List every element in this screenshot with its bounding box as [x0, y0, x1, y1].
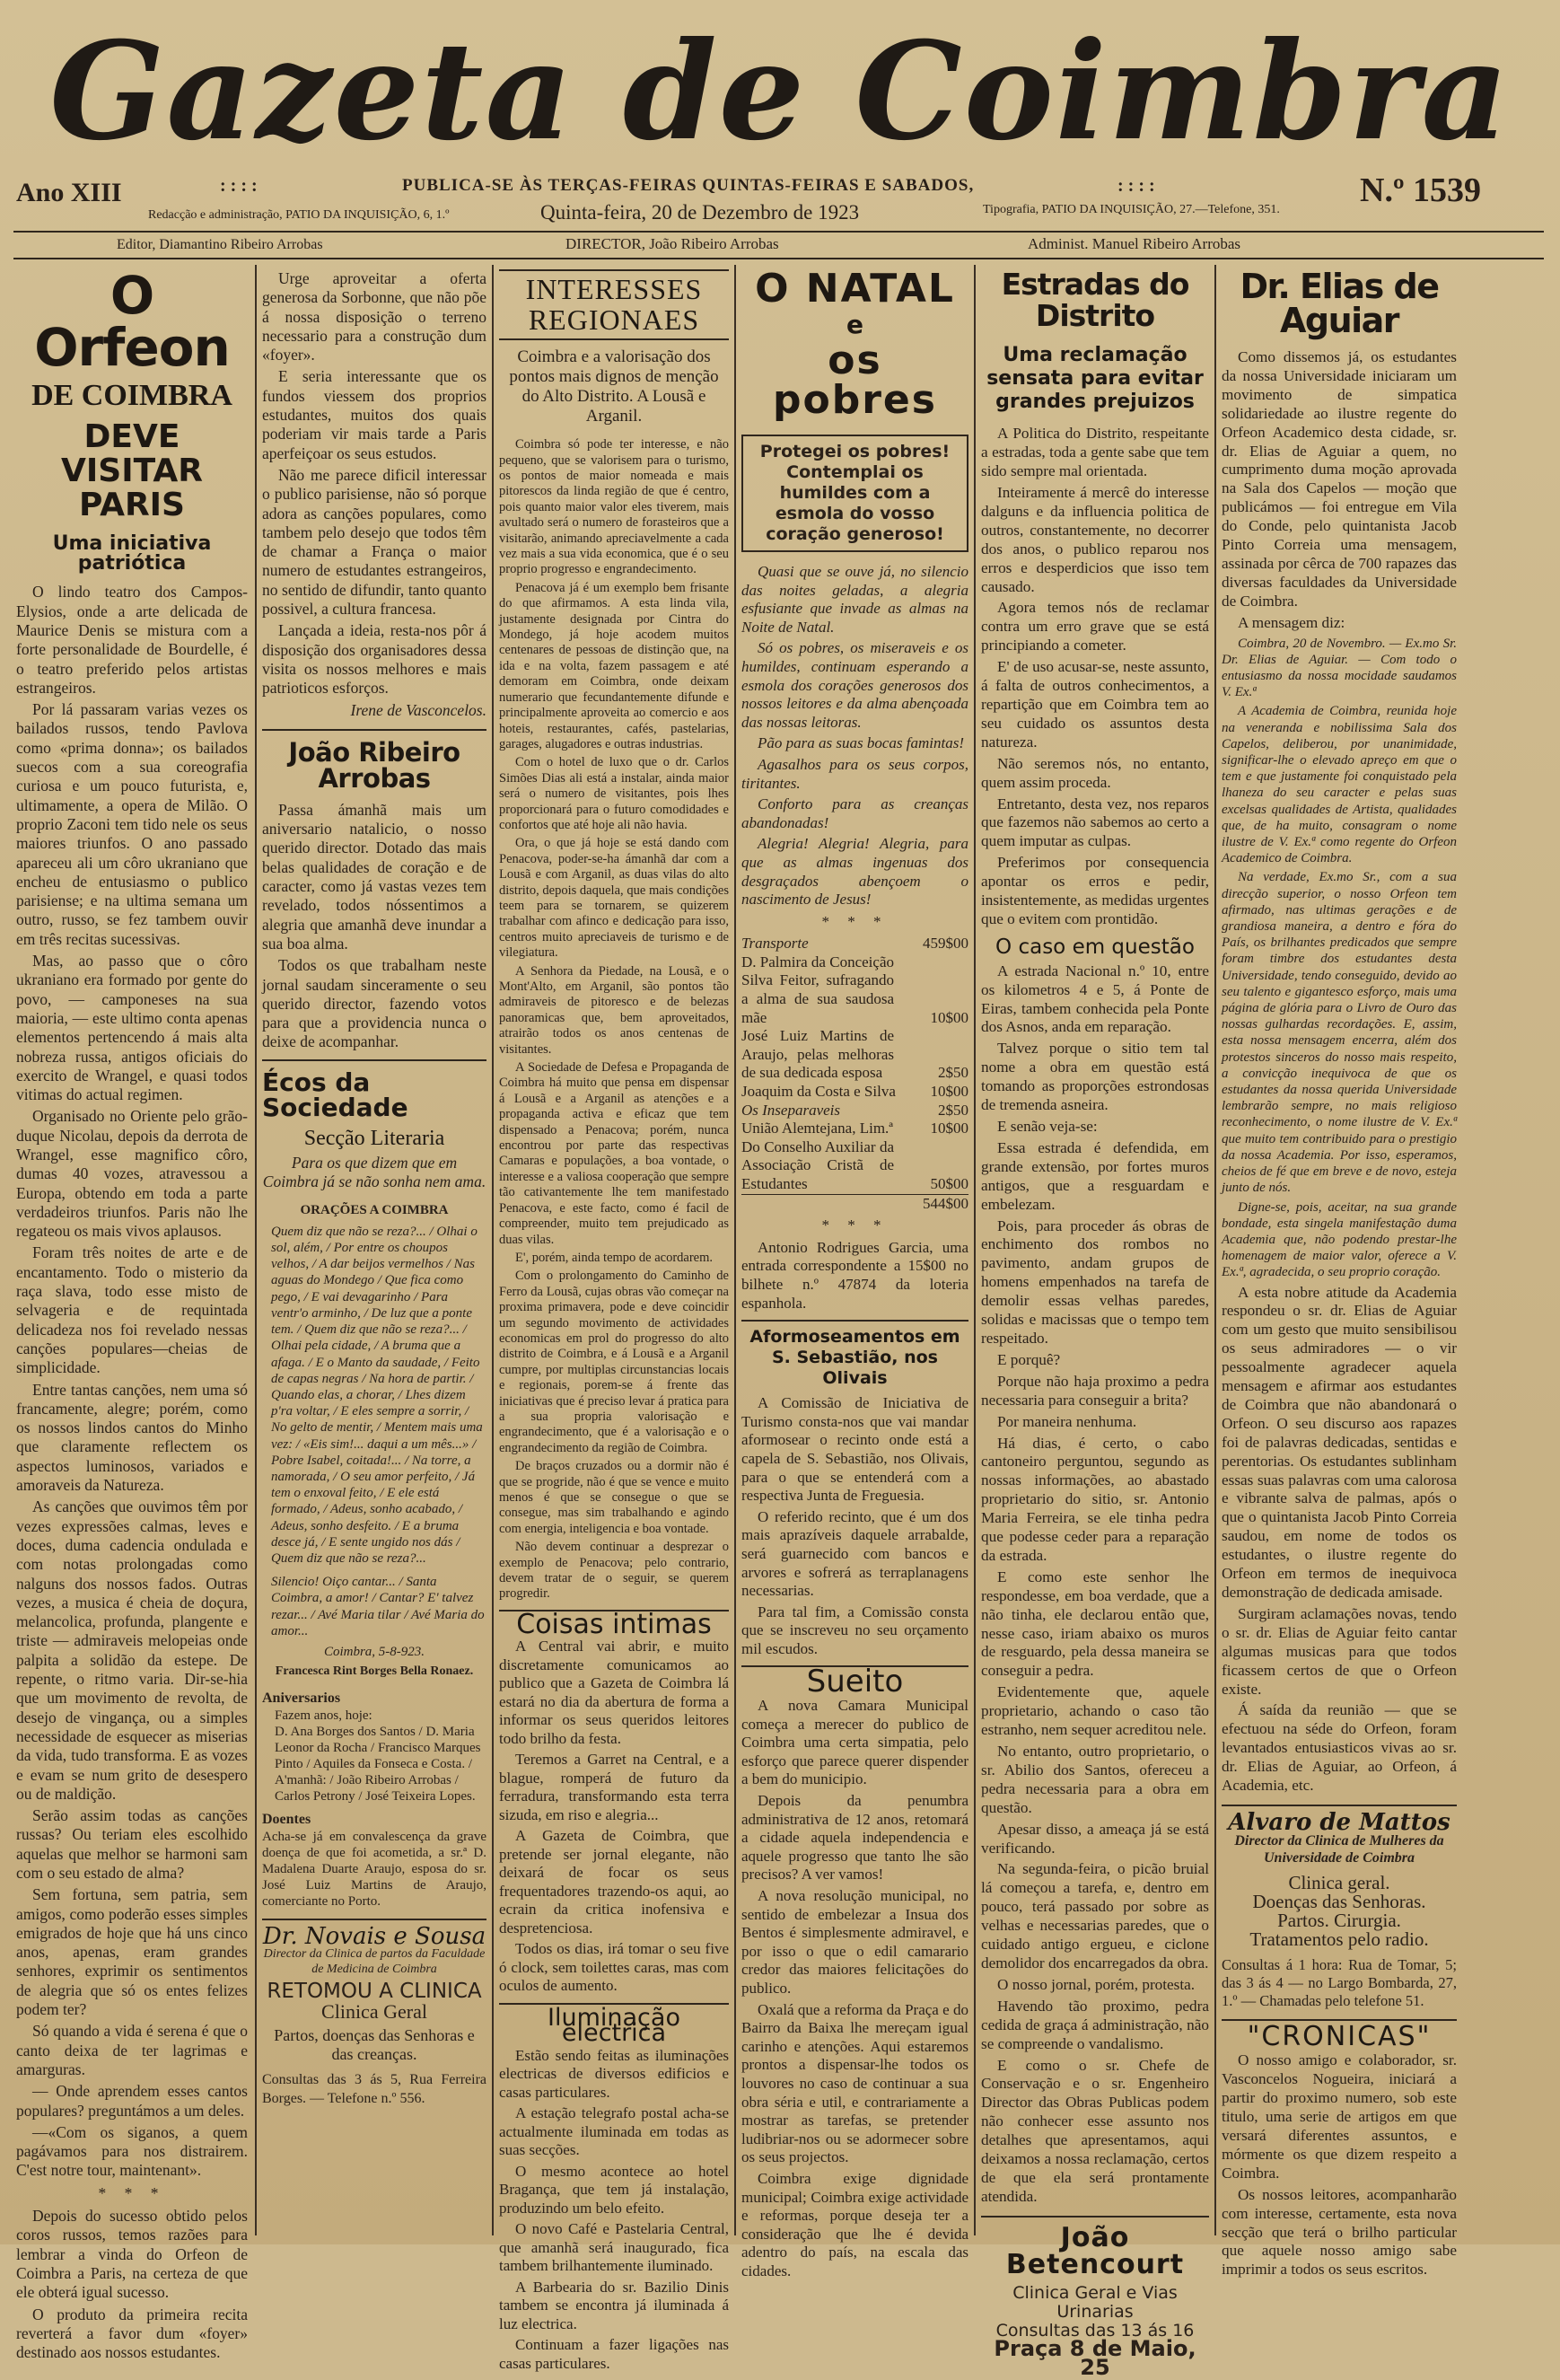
paragraph: O mesmo acontece ao hotel Bragança, que tem já instalação, produzindo um belo efeito. — [499, 2162, 729, 2217]
ad-mattos-sub: Director da Clinica de Mulheres da Universidade de Coimbra — [1234, 1832, 1444, 1866]
paragraph: Organisado no Oriente pelo grão-duque Nicolau, depois da derrota de Wrangel, esse magnifico côro, dumas 40 vozes, atravessou a Europa, obtendo em toda a parte verdadeiros triunfos. Paris não lhe regateou os mais vivos aplausos. — [16, 1107, 248, 1241]
paragraph: Antonio Rodrigues Garcia, uma entrada correspondente a 15$00 no bilhete n.º 47874 da loteria espanhola. — [741, 1238, 968, 1312]
paragraph: Por maneira nenhuma. — [997, 1412, 1137, 1430]
poem-author: Francesca Rint Borges Bella Ronaez. — [275, 1664, 474, 1679]
paragraph: Entretanto, desta vez, nos reparos que fazemos não sabemos ao certo a quem imputar as culpas. — [981, 795, 1209, 850]
poem-title: ORAÇÕES A COIMBRA — [300, 1202, 449, 1217]
paragraph: Preferimos por consequencia apontar os erros e pedir, insistentemente, as medidas urgentes que o evitem com prontidão. — [981, 854, 1209, 927]
paragraph: Os nossos leitores, acompanharão com interesse, certamente, esta nova secção que terá o brilho particular que aquele nosso amigo sabe imprimir a todos os seus escritos. — [1222, 2185, 1457, 2279]
publication-days: PUBLICA-SE ÀS TERÇAS-FEIRAS QUINTAS-FEIRAS E SABADOS, — [402, 176, 975, 195]
director: DIRECTOR, João Ribeiro Arrobas — [565, 235, 779, 252]
ad-novais-clinica: Clinica Geral — [321, 1999, 427, 2023]
paragraph: Alegria! Alegria! Alegria, para que as almas ingenuas dos desgraçados abençoem o nascimento de Jesus! — [741, 835, 968, 909]
paragraph: E porquê? — [997, 1350, 1061, 1368]
headline-cronicas: "CRONICAS" — [1247, 2020, 1432, 2052]
paragraph: — Onde aprendem esses cantos populares? preguntámos a um deles. — [16, 2082, 248, 2120]
paragraph: Á saída da reunião — que se efectuou na séde do Orfeon, foram levantados entusiasticos vivas ao sr. dr. Elias de Aguiar, ao Orfeon, á Academia, etc. — [1222, 1701, 1457, 1795]
paragraph: Apesar disso, a ameaça já se está verificando. — [981, 1820, 1209, 1857]
paragraph: Não seremos nós, no entanto, quem assim proceda. — [981, 754, 1209, 791]
ad-novais-addr: Consultas das 3 ás 5, Rua Ferreira Borges. — Telefone n.º 556. — [262, 2071, 486, 2106]
paragraph: Todos os dias, irá tomar o seu five ó clock, sem toilettes caras, mas com oculos de aumento. — [499, 1940, 729, 1995]
ad-betencourt-l1: Clinica Geral e Vias Urinarias — [1012, 2282, 1178, 2322]
ad-novais-heading: RETOMOU A CLINICA — [267, 1980, 482, 2004]
paragraph: Como dissemos já, os estudantes da nossa Universidade iniciaram um movimento de simpatica solidariedade ao ilustre regente do Orfeon Academico desta cidade, sr. dr. Elias de Aguiar a quem, no cumprimento duma moção aprovada na Sala dos Capelos — moção que publicámos — foi entregue em Vila do Conde, pelo quintanista Jacob Pinto Correia uma mensagem, assinada por cêrca de 700 rapazes das diversas faculdades da Universidade de Coimbra. — [1222, 348, 1457, 610]
paragraph: Ora, o que já hoje se está dando com Penacova, poder-se-ha ámanhã dar com a Lousã e com Arganil, as duas vilas do alto distrito, depois daquela, que mais condições teem para se tornarem, se quizerem trabalhar com afinco e dedicação para isso, centros muito apreciaveis de turismo e de vilegiatura. — [499, 836, 729, 961]
paragraph: A Central vai abrir, e muito discretamente comunicamos ao publico que a Gazeta de Coimbra lá estará no dia da abertura de forma a informar os seus queridos leitores todo brilho da festa. — [499, 1638, 729, 1747]
dedication: Para os que dizem que em Coimbra já se não sonha nem ama. — [262, 1153, 486, 1191]
headline-interesses: INTERESSES REGIONAES — [525, 273, 703, 336]
paragraph: A Politica do Distrito, respeitante a estradas, toda a gente sabe que tem sido sempre mal orientada. — [981, 425, 1209, 480]
aniversarios-heading: Aniversarios — [262, 1690, 341, 1706]
donation-row: Do Conselho Auxiliar da Associação Cristã de Estudantes 50$00 — [741, 1137, 968, 1192]
rule-bottom — [13, 258, 1544, 259]
column-orfeon — [16, 265, 248, 2362]
donation-row: Joaquim da Costa e Silva 10$00 — [741, 1083, 968, 1101]
ad-mattos-l3: Partos. Cirurgia. — [1277, 1909, 1401, 1931]
headline-ecos: Écos da Sociedade — [262, 1067, 408, 1122]
divider-1 — [255, 265, 257, 2235]
paragraph: Coimbra exige dignidade municipal; Coimbra exige actividade e reformas, porque deseja ter a consideração que lhe é devida adentro do país, na escala das cidades. — [741, 2169, 968, 2279]
aniversarios-intro: Fazem anos, hoje: — [275, 1708, 372, 1723]
paragraph: A nova resolução municipal, no sentido de embelezar a Insua dos Bentos é simplesmente admiravel, e por isso o que o edil camarario credor das maiores felicitações do publico. — [741, 1887, 968, 1997]
column-interesses — [499, 269, 729, 2372]
paragraph: O nosso jornal, porém, protesta. — [997, 1975, 1196, 1993]
quote: Digne-se, pois, aceitar, na sua grande bondade, esta singela manifestação duma Academia que, não podendo prestar-lhe homenagem de maior valor, oferece a V. Ex.ª, agradecida, o seu proprio coração. — [1222, 1199, 1457, 1280]
paragraph: Não devem continuar a desprezar o exemplo de Penacova; pelo contrario, devem tratar de o seguir, se querem progredir. — [499, 1540, 729, 1602]
ad-mattos-l2: Doenças das Senhoras. — [1252, 1890, 1426, 1912]
headline-aformoseamentos: Aformoseamentos em S. Sebastião, nos Olivais — [749, 1327, 960, 1389]
ad-novais-name: Dr. Novais e Sousa — [262, 1923, 486, 1951]
ad-betencourt-name: João Betencourt — [1005, 2221, 1185, 2280]
paragraph: Pois, para proceder ás obras de enchimento dos rombos no pavimento, andam grupos de homens empenhados na tarefa de demolir essas velhas paredes, solidas e macissas que o tempo tem respeitado. — [981, 1216, 1209, 1347]
subhead-caso: O caso em questão — [995, 935, 1195, 959]
divider-3 — [734, 265, 736, 2235]
paragraph: Por lá passaram varias vezes os bailados russos, tendo Pavlova como «prima donna»; os bailados suecos com a sua coreografia curiosa e um pouco futurista, e, ultimamente, a opera de Milão. O proprio Zaconi tem tido nele os seus maiores triunfos. O ano passado apareceu ali um côro ukraniano que encheu de entusiasmo o publico parisiense; e na ultima semana um outro, russo, se fez tambem ouvir em três recitas sucessivas. — [16, 700, 248, 948]
paragraph: Havendo tão proximo, pedra cedida de graça á administração, não se compreende o vandalismo. — [981, 1997, 1209, 2052]
subhead-coimbra: DE COIMBRA — [31, 379, 232, 412]
paragraph: De braços cruzados ou a dormir não é que se progride, não é que se vence e muito menos é que se consegue o que se consegue, mas sim trabalhando e agindo com energia, inteligencia e boa vontade. — [499, 1459, 729, 1536]
aniversarios-list: D. Ana Borges dos Santos / D. Maria Leonor da Rocha / Francisco Marques Pinto / Aquiles da Fonseca e Costa. / A'manhã: / João Ribeiro Arrobas / Carlos Petrony / José Teixeira Lopes. — [275, 1724, 481, 1804]
headline-arrobas: João Ribeiro Arrobas — [288, 736, 460, 794]
tipografia: Tipografia, PATIO DA INQUISIÇÃO, 27.—Telefone, 351. — [983, 203, 1280, 216]
ad-mattos-name: Alvaro de Mattos — [1228, 1808, 1450, 1836]
ad-mattos-addr: Consultas á 1 hora: Rua de Tomar, 5; das 3 ás 4 — no Largo Bombarda, 27, 1.º — Chamadas pelo telefone 51. — [1222, 1955, 1457, 2009]
donation-row: Transporte 459$00 — [741, 935, 968, 953]
paragraph: O lindo teatro dos Campos-Elysios, onde a arte delicada de Maurice Denis se mistura com a forte personalidade de Bourdelle, é o teatro preferido pelos artistas estrangeiros. — [16, 583, 248, 697]
issue-date: Quinta-feira, 20 de Dezembro de 1923 — [540, 201, 860, 224]
issue-number: N.º 1539 — [1360, 171, 1481, 209]
editor: Editor, Diamantino Ribeiro Arrobas — [117, 237, 323, 252]
paragraph: Oxalá que a reforma da Praça e do Bairro da Baixa lhe mereçam igual carinho e atenções. Aqui estaremos prontos a dispensar-lhe todos os louvores no caso de continuar a sua obra séria e util, e contrariamente a mostrar as tarefas, se pretender ludibriar-nos ou se adormecer sobre os seus projectos. — [741, 2000, 968, 2166]
quote: Na verdade, Ex.mo Sr., com a sua direcção superior, o nosso Orfeon tem afirmado, nas ultimas gerações e de grandiosa maneira, a dentro e fóra do País, os brilhantes predicados que sempre foram timbre dos estudantes desta Universidade, tendo conseguido, devido ao seu talento e gigantesco esforço, mais uma página de glória para o Livro de Ouro das nossas gulhardas recordações. E, assim, esta nossa mensagem encerra, além dos protestos sinceros do nosso mais respeito, a convicção inequivoca de que os estudantes da nossa querida Universidade lembrarão sempre, no mais religioso reconhecimento, o nome ilustre de V. Ex.ª que muito tem contribuido para o prestigio da nossa Academia. Por isso, esperamos, cheios de fé que em breve e de novo, esteja junto de nós. — [1222, 870, 1457, 1196]
paragraph: O novo Café e Pastelaria Central, que amanhã será inaugurado, fica tambem brilhantemente iluminado. — [499, 2220, 729, 2275]
donation-row: Os Inseparaveis 2$50 — [741, 1101, 968, 1119]
ad-novais-text: Partos, doenças das Senhoras e das creanças. — [274, 2026, 475, 2064]
headline-coisas: Coisas intimas — [516, 1608, 712, 1640]
signature: Irene de Vasconcelos. — [350, 700, 486, 719]
paragraph: Todos os que trabalham neste jornal saudam sinceramente o seu querido director, fazendo votos para que a providencia nunca o deixe de acompanhar. — [262, 956, 486, 1051]
headline-elias: Dr. Elias de Aguiar — [1240, 267, 1439, 340]
paragraph: Com o prolongamento do Caminho de Ferro da Lousã, cujas obras vão começar na proxima primavera, pode e deve coincidir um segundo movimento de actividades economicas em prol do progresso do alto distrito de Coimbra, e á Lousã e a Arganil cumpre, por multiplas circunstancias locais e regionais, porem-se á frente das iniciativas que é preciso levar á pratica para a sua propria valorisação e engrandecimento, que é a valorisação e o engrandecimento da região de Coimbra. — [499, 1269, 729, 1455]
paragraph: Estão sendo feitas as iluminações electricas de diversos edificios e casas particulares. — [499, 2046, 729, 2101]
paragraph: As canções que ouvimos têm por vezes expressões calmas, leves e doces, duma cadencia ondulada e com notas prolongadas como nalguns dos nossos fados. Outras vezes, a musica é cheia de doçura, melancolica, profunda, plangente e triste — admiraveis melopeias onde palpita a solidão da estepe. De repente, o ritmo varia. Dir-se-hia que um movimento de revolta, de desejo de vingança, ou a simples necessidade de esquecer as miserias da vida, tudo transforma. E as vozes e evam se num grito de desespero ou de maldição. — [16, 1497, 248, 1803]
paragraph: —«Com os siganos, a quem pagávamos para nos distrairem. C'est notre tour, maintenant». — [16, 2122, 248, 2180]
quote: Coimbra, 20 de Novembro. — Ex.mo Sr. Dr. Elias de Aguiar. — Com todo o entusiasmo da nossa mocidade saudamos V. Ex.ª — [1222, 636, 1457, 700]
paragraph: A Comissão de Iniciativa de Turismo consta-nos que vai mandar aformosear o recinto onde está a capela de S. Sebastião, nos Olivais, para o que se entenderá com a respectiva Junta de Freguesia. — [741, 1394, 968, 1505]
ad-novais-sub: Director da Clinica de partos da Faculdade de Medicina de Coimbra — [263, 1947, 486, 1977]
paragraph: A nova Camara Municipal começa a merecer do publico de Coimbra uma certa simpatia, pelo esforço que parece querer dispender a bem do municipio. — [741, 1697, 968, 1788]
paragraph: Pão para as suas bocas famintas! — [758, 734, 964, 752]
paragraph: Com o hotel de luxo que o dr. Carlos Simões Dias ali está a instalar, ainda maior será o numero de visitantes, pois lhes proporcionará para o futuro comodidades e confortos que até hoje ali não havia. — [499, 755, 729, 832]
paragraph: E seria interessante que os fundos viessem dos proprios estudantes, muitos dos quais poderiam vir mais tarde a Paris aperfeiçoar os seus estudos. — [262, 367, 486, 462]
section-literaria: Secção Literaria — [303, 1126, 445, 1150]
paragraph: O nosso amigo e colaborador, sr. Vasconcelos Nogueira, iniciará a partir do proximo numero, sob este titulo, uma serie de artigos em que versará diferentes assuntos, e mórmente os que dizem respeito a Coimbra. — [1222, 2051, 1457, 2182]
paragraph: Passa ámanhã mais um aniversario natalicio, o nosso querido director. Dotado das mais belas qualidades de coração e de caracter, como já vastas vezes tem revelado, todos nóssentimos a alegria que amanhã deve inundar a sua boa alma. — [262, 800, 486, 953]
redaccao: Redacção e administração, PATIO DA INQUISIÇÃO, 6, 1.º — [148, 208, 450, 222]
paragraph: Agora temos nós de reclamar contra um erro grave que se está principiando a cometer. — [981, 599, 1209, 654]
paragraph: Depois da penumbra administrativa de 12 anos, retomará a cidade aquela independencia e aquele progresso que tanto lhe são precisos? A ver vamos! — [741, 1792, 968, 1884]
separator: * * * — [98, 2183, 166, 2202]
paragraph: E senão veja-se: — [997, 1118, 1098, 1135]
paragraph: A Senhora da Piedade, na Lousã, e o Mont'Alto, em Arganil, são pontos tão admiraveis de pitoresco e de belezas panoramicas que, bem aproveitados, atrairão todos os anos centenas de visitantes. — [499, 963, 729, 1057]
paragraph: A mensagem diz: — [1238, 613, 1345, 631]
ad-mattos-l4: Tratamentos pelo radio. — [1249, 1928, 1429, 1950]
paragraph: Talvez porque o sitio tem tal nome a obra em questão está tomando as proporções estrondosas de tremenda asneira. — [981, 1040, 1209, 1114]
paragraph: Sem fortuna, sem patria, sem amigos, como poderão esses simples emigrados de hoje que há uns cinco anos, apenas, eram grandes senhores, exprimir os sentimentos de alegria que só os entes felizes podem ter? — [16, 1885, 248, 2019]
separator: * * * — [821, 1216, 889, 1234]
paragraph: Quasi que se ouve já, no silencio das noites geladas, a alegria esfusiante que invade as almas na Noite de Natal. — [741, 563, 968, 636]
paragraph: Penacova já é um exemplo bem frisante do que afirmamos. A esta linda vila, justamente designada por Cintra do Mondego, já hoje acodem muitos centenares de pessoas de distinção que, na ida e na volta, fazem passagem e até demoram em Coimbra, onde deixam numerario que fecundantemente difunde e principalmente aproveita ao comercio e aos hoteis, restaurantes, cafés, pastelarias, garages, alugadores e outras industrias. — [499, 580, 729, 751]
paragraph: Há dias, é certo, o cabo cantoneiro perguntou, segundo as nossas informações, ao abastado proprietario do sitio, sr. Antonio Maria Ferreira, se ele tinha pedra que podesse ceder para a reparação da estrada. — [981, 1434, 1209, 1564]
subhead-estradas: Uma reclamação sensata para evitar grandes prejuizos — [986, 344, 1204, 414]
column-natal — [741, 266, 968, 2279]
paragraph: Evidentemente que, aquele proprietario, achando o caso tão estranho, nem sequer acreditou nele. — [981, 1683, 1209, 1739]
masthead-title: Gazeta de Coimbra — [49, 13, 1511, 171]
subhead-interesses: Coimbra e a valorisação dos pontos mais dignos de menção do Alto Distrito. A Lousã e Arganil. — [509, 347, 719, 426]
admin: Administ. Manuel Ribeiro Arrobas — [1028, 235, 1241, 252]
paragraph: A estação telegrafo postal acha-se actualmente iluminada em todas as suas secções. — [499, 2104, 729, 2159]
poem-ending: Silencio! Oiço cantar... / Santa Coimbra, a amor! / Cantar? E' talvez rezar... / Avé Maria tilar / Avé Maria do amor... — [271, 1575, 485, 1638]
paragraph: E' de uso acusar-se, neste assunto, á falta de outros conhecimentos, a repartição que em Coimbra tem ao seu cuidado os assuntos desta natureza. — [981, 658, 1209, 751]
column-elias — [1222, 267, 1457, 2279]
appeal-box: Protegei os pobres! Contemplai os humildes com a esmola do vosso coração generoso! — [741, 435, 968, 552]
paragraph: Porque não haja proximo a pedra necessaria para conseguir a brita? — [981, 1372, 1209, 1409]
paragraph: A estrada Nacional n.º 10, entre os kilometros 4 e 5, á Ponte de Eiras, tambem conhecida pela Ponte dos Asnos, anda em reparação. — [981, 962, 1209, 1036]
paragraph: O produto da primeira recita reverterá a favor dum «foyer» destinado aos nossos estudantes. — [16, 2305, 248, 2362]
paragraph: E como este senhor lhe respondesse, em boa verdade, que a não tinha, ele declarou então que, nesse caso, iriam abaixo os muros de resguardo, pela dessa maneira se conseguir a pedra. — [981, 1568, 1209, 1680]
headline-natal-and: e — [846, 310, 863, 339]
donation-row: D. Palmira da Conceição Silva Feitor, sufragando a alma de sua saudosa mãe 10$00 — [741, 953, 968, 1026]
paragraph: Depois do sucesso obtido pelos coros russos, temos razões para lembrar a vinda do Orfeon de Coimbra a Paris, na certeza de que ele obterá igual sucesso. — [16, 2207, 248, 2302]
paragraph: Conforto para as creanças abandonadas! — [741, 795, 968, 831]
paragraph: No entanto, outro proprietario, o sr. Abilio dos Santos, ofereceu a pedra necessaria para a obra em questão. — [981, 1743, 1209, 1816]
donation-row: José Luiz Martins de Araujo, pelas melhoras de sua dedicada esposa 2$50 — [741, 1027, 968, 1082]
paragraph: Surgiram aclamações novas, tendo o sr. dr. Elias de Aguiar feito cantar algumas musicas para que todos ficassem certos de que o Orfeon existe. — [1222, 1604, 1457, 1698]
poem: Quem diz que não se reza?... / Olhai o sol, além, / Por entre os choupos velhos, / A dar beijos vermelhos / Nas aguas do Mondego / Que fica como pego, / E vai devagarinho / Para ventr'o arminho, / De luz que a ponte tem. / Quem diz que não se reza?... / Olhai pela cidade, / A bruma que a afaga. / E o Manto da saudade, / Feito de capas negras / Na hora de partir. / Quando elas, a chorar, / Lhes dizem p'ra voltar, / E eles sempre a sorrir, / No gelto de mentir, / Mentem mais uma vez: / «Eis sim!... daqui a um mês...» / Pobre Isabel, coitada!... / Na torre, a namorada, / O seu amor perfeito, / Já tem o enxoval feito, / E ele está formado, / Adeus, sonho acabado, / Adeus, sonho desfeito. / E a bruma desce já, / E sente ungido nos dás / Quem diz que não se reza?... — [271, 1224, 483, 1566]
donation-total: 544$00 — [741, 1194, 968, 1214]
quote: A Academia de Coimbra, reunida hoje na veneranda e nobilissima Sala dos Capelos, deliberou, por unanimidade, significar-lhe o elevado apreço em que o tem e que justamente foi conquistado pela lhaneza do seu caracter e pelas suas excelsas qualidades de Artista, qualidades que, de ha muito, consagram o nome ilustre de V. Ex.ª como regente do Orfeon Academico de Coimbra. — [1222, 704, 1457, 866]
paragraph: Para tal fim, a Comissão consta que se inscreveu no seu orçamento mil escudos. — [741, 1603, 968, 1657]
paragraph: Entre tantas canções, nem uma só francamente, alegre; porém, como os nossos lindos cantos do Minho que claramente reflectem os aspectos luminosos, variados e amoraveis da Natureza. — [16, 1380, 248, 1495]
paragraph: E como o sr. Chefe de Conservação e o sr. Engenheiro Director das Obras Publicas podem não conhecer esse assunto nos detalhes que apresentamos, aqui deixamos a nossa reclamação, certos de que ela será prontamente atendida. — [981, 2056, 1209, 2205]
paragraph: Agasalhos para os seus corpos, tiritantes. — [741, 755, 968, 792]
headline-natal-pobres: os pobres — [773, 338, 937, 423]
divider-5 — [1214, 265, 1216, 2235]
separator: * * * — [821, 912, 889, 930]
headline-iluminacao: Iluminação electrica — [548, 2003, 680, 2048]
paragraph: Essa estrada é defendida, em grande extensão, por fortes muros antigos, que a resguardam e embelezam. — [981, 1138, 1209, 1213]
doentes-heading: Doentes — [262, 1811, 311, 1827]
column-2 — [262, 269, 486, 2235]
paragraph: A Barbearia do sr. Bazilio Dinis tambem se encontra já iluminada á luz electrica. — [499, 2278, 729, 2332]
paragraph: Só quando a vida é serena é que o canto deixa de ter lagrimas e amarguras. — [16, 2022, 248, 2078]
dots-left: : : : : — [220, 176, 258, 196]
divider-2 — [492, 265, 494, 2235]
dots-right: : : : : — [1117, 176, 1155, 196]
headline-orfeon: O Orfeon — [34, 265, 230, 378]
paragraph: Continuam a fazer ligações nas casas particulares. — [499, 2336, 729, 2372]
paragraph: A Sociedade de Defesa e Propaganda de Coimbra há muito que pensa em dispensar á Lousã e a Arganil as atenções e a propaganda activa e eficaz que tem dispensado a Penacova; porém, nunca encontrou por parte das respectivas Camaras e populações, a boa vontade, o interesse e a valiosa cooperação que sempre tão cativantemente lhe tem manifestado Penacova, e este facto, como é facil de compreender, muito tem prejudicado as duas vilas. — [499, 1060, 729, 1247]
headline-estradas: Estradas do Distrito — [1001, 267, 1189, 333]
paragraph: Só os pobres, os miseraveis e os humildes, continuam esperando a esmola dos corações generosos dos nossos leitores e da alma abençoada das nossas leitoras. — [741, 639, 968, 731]
year: Ano XIII — [16, 178, 122, 207]
donations-list — [741, 935, 968, 1213]
paragraph: Serão assim todas as canções russas? Ou teriam eles escolhido aquelas que melhor se harmoni sam com o seu estado de alma? — [16, 1806, 248, 1882]
kicker: Uma iniciativa patriótica — [52, 532, 212, 575]
column-estradas — [981, 267, 1209, 2380]
headline-sueito: Sueito — [806, 1664, 904, 1700]
paragraph: Urge aproveitar a oferta generosa da Sorbonne, que não põe á nossa disposição o terreno necessario para a construção dum «foyer». — [262, 269, 486, 364]
doentes-text: Acha-se já em convalescença da grave doença de que foi acometida, a sr.ª D. Madalena Duarte Araujo, esposa do sr. José Luiz Martins de Araujo, comerciante no Porto. — [262, 1830, 486, 1910]
ad-betencourt-l3: Praça 8 de Maio, 25 — [994, 2336, 1196, 2380]
subhead-paris: DEVE VISITAR PARIS — [61, 418, 203, 523]
paragraph: Na segunda-feira, o picão bruial lá começou a tarefa, e, dentro em pouco, terá passado por sobre as velhas e necessarias paredes, que o cuidado antigo ergueu, e ciclone demolidor dos encarregados da obra. — [981, 1860, 1209, 1972]
paragraph: Foram três noites de arte e de encantamento. Todo o misterio da raça slava, todo esse misto de selvageria e de requintada delicadeza nos foi revelado nessas canções populares—cheias de simplicidade. — [16, 1243, 248, 1377]
paragraph: A esta nobre atitude da Academia respondeu o sr. dr. Elias de Aguiar com um gesto que muito sensibilisou os seus admiradores — o vir pessoalmente agradecer aquela mensagem e afirmar aos estudantes de Coimbra que não abandonará o Orfeon. O seu discurso aos rapazes foi de palavras dedicadas, sentidas e perentorias. Os estudantes sublinham essas suas palavras com uma calorosa e vibrante salva de palmas, após o que o quintanista Jacob Pinto Correia saudou, em nome de todos os estudantes, o ilustre regente do Orfeon em termos de inequivoca demonstração de dedicada amisade. — [1222, 1283, 1457, 1602]
paragraph: Teremos a Garret na Central, e a blague, romperá de futuro da ferradura, transformando esta terra sizuda, em riso e alegria... — [499, 1751, 729, 1823]
ad-betencourt-l2: Consultas das 13 ás 16 — [995, 2320, 1195, 2340]
rule-top — [13, 231, 1544, 233]
paragraph: O referido recinto, que é um dos mais aprazíveis daquele arrabalde, será guarnecido com bancos e arvores e sofrerá as terraplanagens necessarias. — [741, 1507, 968, 1600]
paragraph: Coimbra só pode ter interesse, e não pequeno, que se valorisem para o turismo, os pontos de maior nomeada e mais pitorescos da linda região de que é centro, pois quanto maior valor eles tiverem, mais avultado será o numero de forasteiros que a visitarão, animando apreciavelmente a cada vez mais a sua vida economica, que é o seu proprio progresso e engrandecimento. — [499, 437, 729, 577]
poem-date: Coimbra, 5-8-923. — [323, 1644, 425, 1659]
paragraph: Não me parece dificil interessar o publico parisiense, não só porque adora as canções populares, como tambem pelo desejo que todos têm de chamar a França o maior numero de estudantes estrangeiros, no sentido de difundir, tanto quanto possivel, a cultura francesa. — [262, 465, 486, 619]
paragraph: Inteiramente á mercê do interesse dalguns e da influencia politica de outros, constantemente, no decorrer dos anos, o publico reparou nos erros e desperdicios que isso tem causado. — [981, 484, 1209, 595]
paragraph: A Gazeta de Coimbra, que pretende ser jornal elegante, não deixará de focar os seus frequentadores trazendo-os aqui, ao ecrain da critica inofensiva e despretenciosa. — [499, 1827, 729, 1936]
paragraph: E', porém, ainda tempo de acordarem. — [515, 1250, 714, 1265]
divider-4 — [974, 265, 976, 2235]
paragraph: Mas, ao passo que o côro ukraniano era formado por gente do povo, — camponeses na sua maioria, — este ultimo conta apenas elementos pertencendo á mais alta nobreza russa, antigos oficiais do exercito de Wrangel, e quasi todos vitimas do actual regimen. — [16, 952, 248, 1104]
donation-row: União Alemtejana, Lim.ª 10$00 — [741, 1120, 968, 1137]
paragraph: Lançada a ideia, resta-nos pôr á disposição dos organisadores dessa visita os nossos melhores e mais patrioticos esforços. — [262, 621, 486, 698]
headline-natal: O NATAL — [755, 266, 955, 312]
ad-mattos-l1: Clinica geral. — [1288, 1871, 1390, 1893]
